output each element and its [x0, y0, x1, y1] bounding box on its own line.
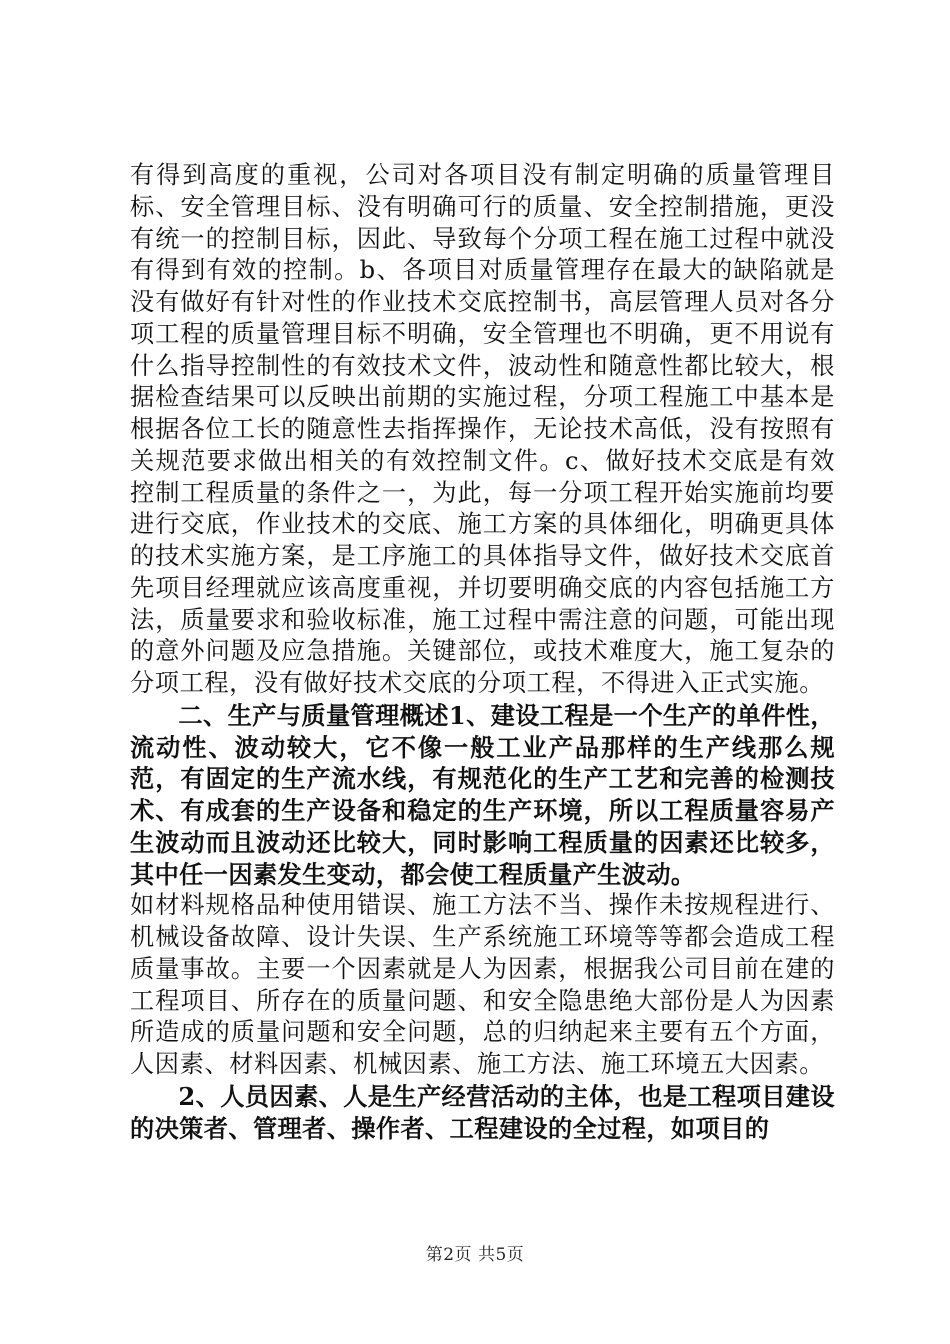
- paragraph-1: 有得到高度的重视，公司对各项目没有制定明确的质量管理目标、安全管理目标、没有明确可行的质量、安全控制措施，更没有统一的控制目标，因此、导致每个分项工程在施工过程中就没有得到有效的控制。b、各项目对质量管理存在最大的缺陷就是没有做好有针对性的作业技术交底控制书，高层管理人员对各分项工程的质量管理目标不明确，安全管理也不明确，更不用说有什么指导控制性的有效技术文件，波动性和随意性都比较大，根据检查结果可以反映出前期的实施过程，分项工程施工中基本是根据各位工长的随意性去指挥操作，无论技术高低，没有按照有关规范要求做出相关的有效控制文件。c、做好技术交底是有效控制工程质量的条件之一，为此，每一分项工程开始实施前均要进行交底，作业技术的交底、施工方案的具体细化，明确更具体的技术实施方案，是工序施工的具体指导文件，做好技术交底首先项目经理就应该高度重视，并切要明确交底的内容包括施工方法，质量要求和验收标准，施工过程中需注意的问题，可能出现的意外问题及应急措施。关键部位，或技术难度大，施工复杂的分项工程，没有做好技术交底的分项工程，不得进入正式实施。: [130, 161, 835, 697]
- page-number-footer: 第2页 共5页: [425, 1245, 525, 1265]
- paragraph-4: 2、人员因素、人是生产经营活动的主体，也是工程项目建设的决策者、管理者、操作者、工程建设的全过程，如项目的: [130, 1081, 835, 1143]
- document-body: [130, 160, 835, 1144]
- paragraph-2: 二、生产与质量管理概述1、建设工程是一个生产的单件性，流动性、波动较大，它不像一般工业产品那样的生产线那么规范，有固定的生产流水线，有规范化的生产工艺和完善的检测技术、有成套的生产设备和稳定的生产环境，所以工程质量容易产生波动而且波动还比较大，同时影响工程质量的因素还比较多，其中任一因素发生变动，都会使工程质量产生波动。: [130, 700, 835, 889]
- paragraph-3: 如材料规格品种使用错误、施工方法不当、操作未按规程进行、机械设备故障、设计失误、生产系统施工环境等等都会造成工程质量事故。主要一个因素就是人为因素，根据我公司目前在建的工程项目、所存在的质量问题、和安全隐患绝大部份是人为因素所造成的质量问题和安全问题，总的归纳起来主要有五个方面，人因素、材料因素、机械因素、施工方法、施工环境五大因素。: [130, 891, 835, 1078]
